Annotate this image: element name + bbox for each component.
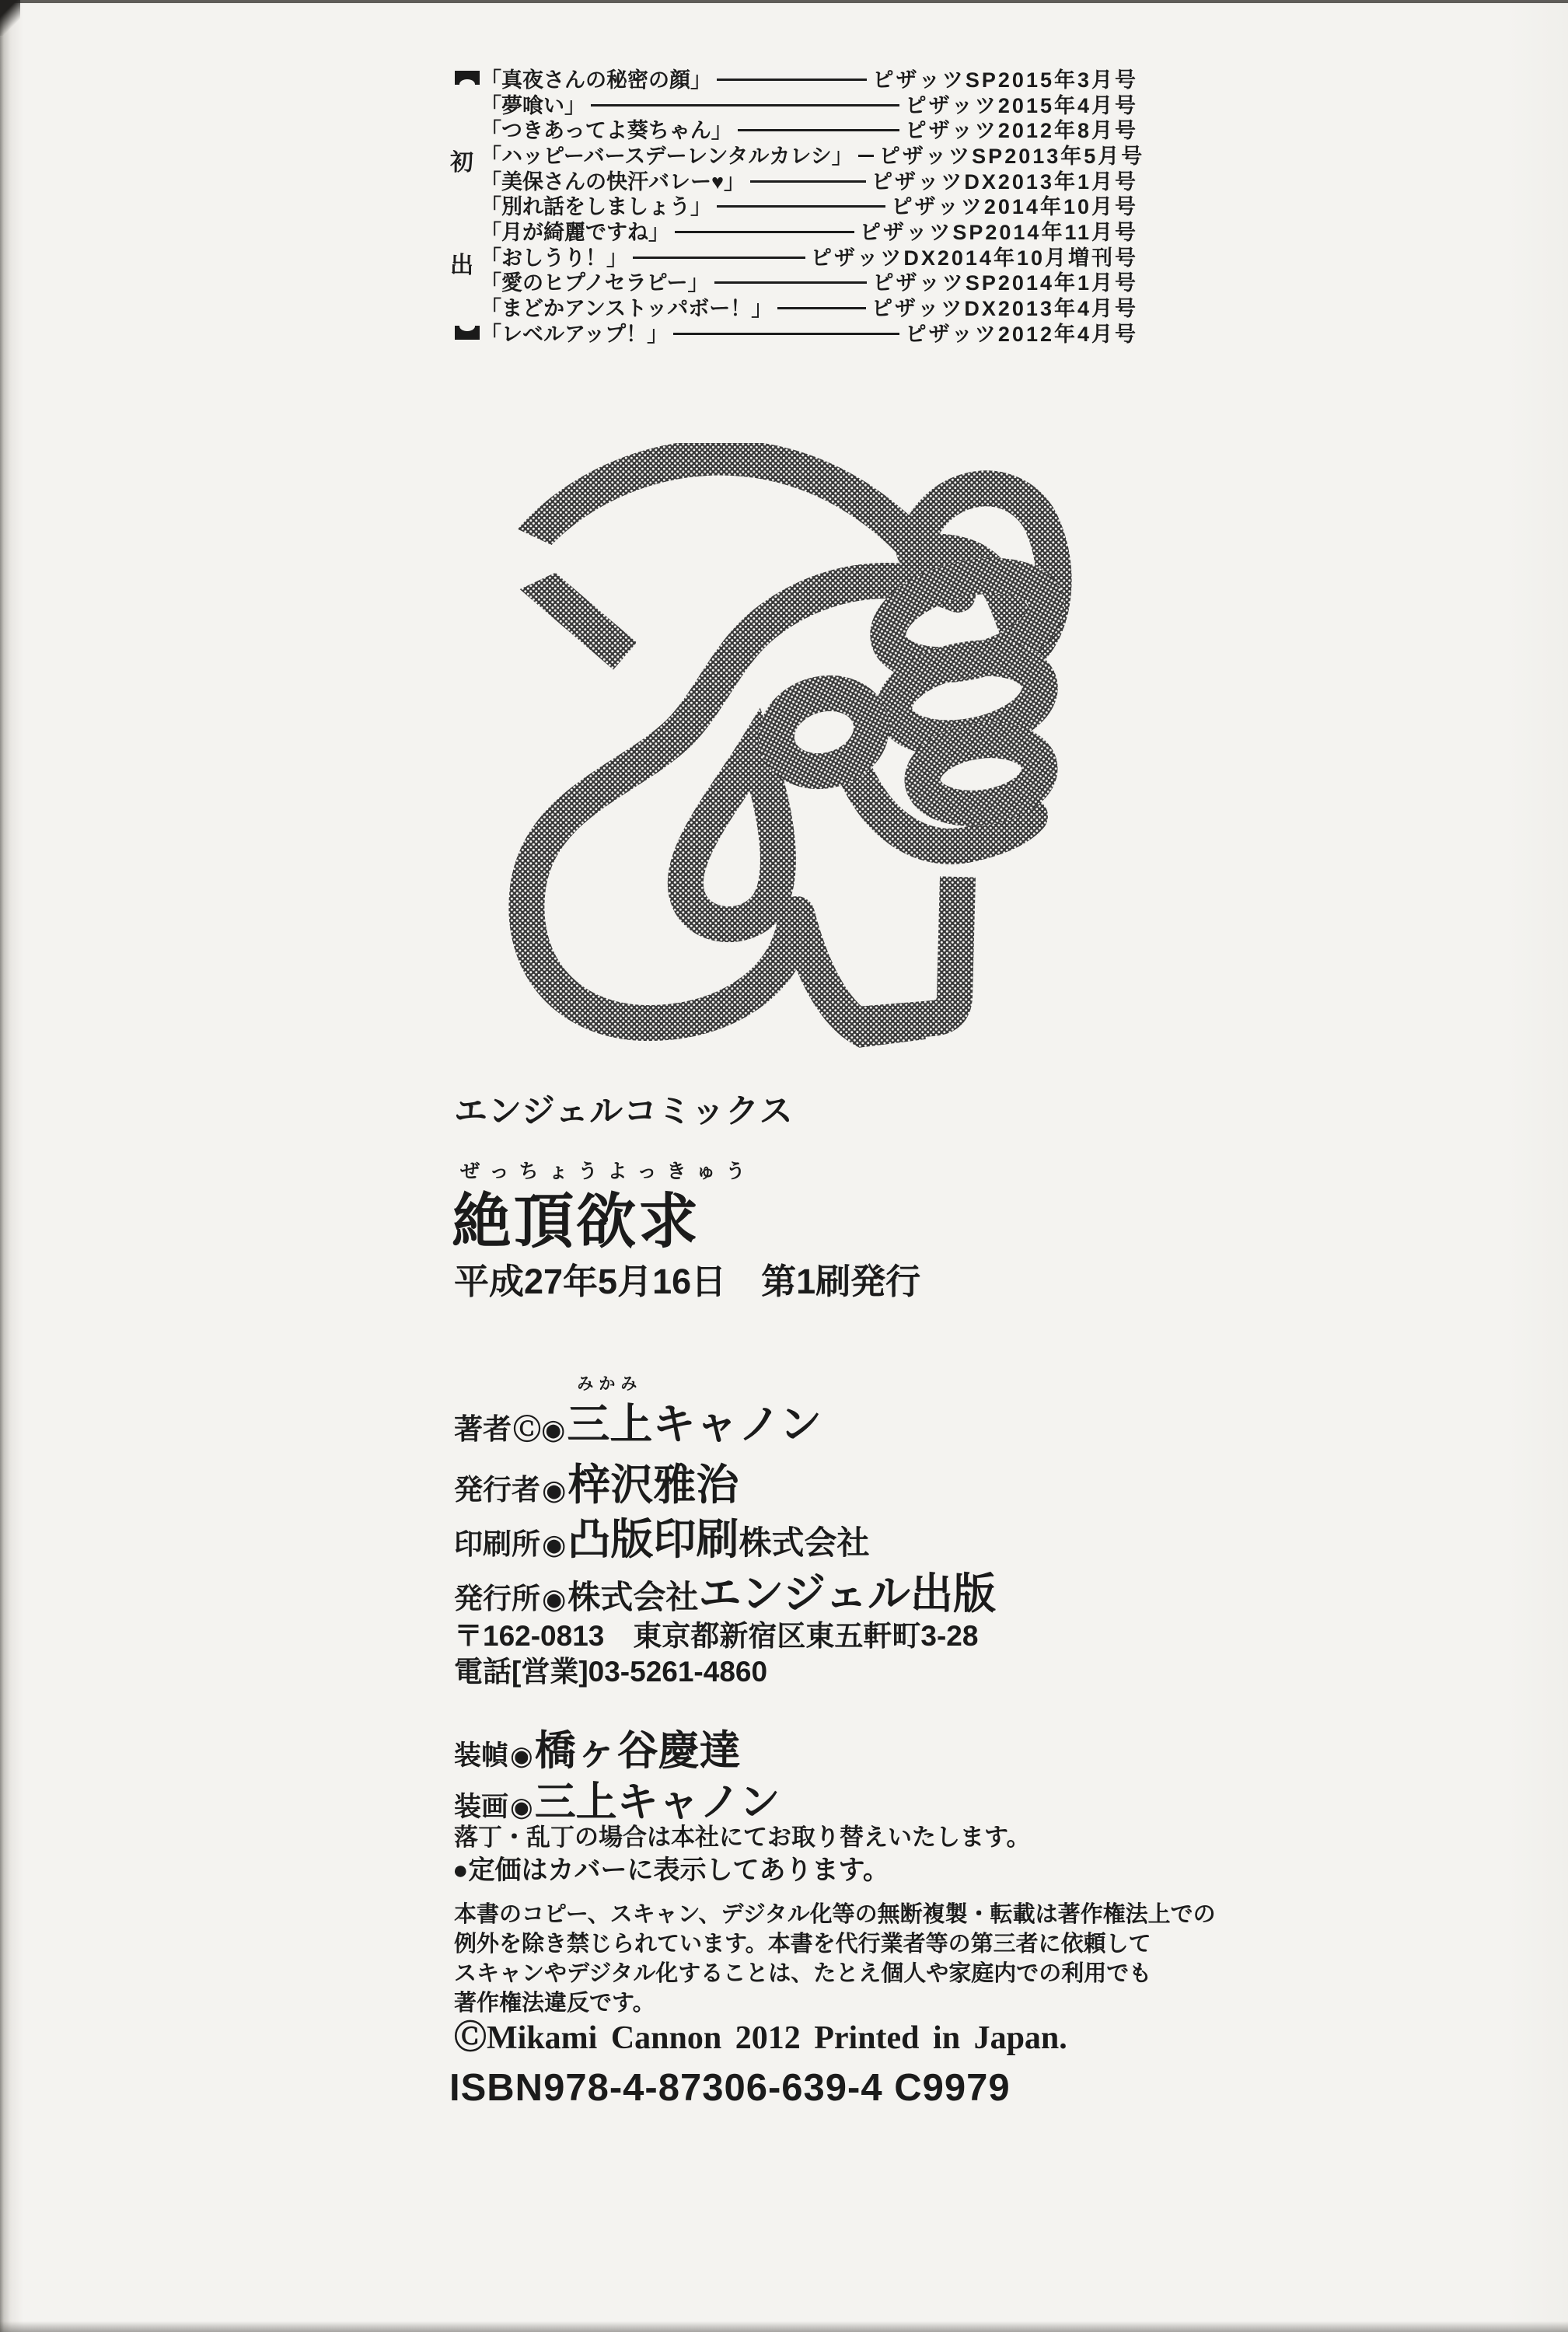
publication-row — [480, 116, 1138, 141]
magazine-issue: ピザッツDX2013年4月号 — [871, 297, 1138, 321]
credit-role: 著者 — [454, 1413, 512, 1445]
credit-name: エンジェル出版 — [698, 1569, 996, 1618]
logo-finger-ring-3 — [918, 733, 1044, 815]
magazine-issue: ピザッツ2015年4月号 — [905, 93, 1138, 117]
vertical-open-bracket — [455, 71, 480, 85]
magazine-issue: ピザッツSP2013年5月号 — [878, 144, 1145, 168]
copyright-paragraph-line: 例外を除き禁じられています。本書を代行業者等の第三者に依頼して — [454, 1932, 1151, 1957]
logo-jaw-corner — [857, 877, 958, 1025]
dash-leader — [717, 205, 885, 208]
credit-bullet: Ⓒ◉ — [513, 1413, 566, 1445]
credit-name: キャノン — [652, 1400, 822, 1448]
credit-bullet: ◉ — [542, 1583, 567, 1615]
publication-row — [480, 319, 1138, 345]
magazine-issue: ピザッツ2012年8月号 — [905, 119, 1138, 143]
furigana-text: みかみ — [577, 1375, 643, 1393]
scan-edge-top — [0, 0, 1568, 3]
magazine-issue: ピザッツ2012年4月号 — [905, 322, 1138, 346]
credit-bullet: ◉ — [542, 1528, 567, 1560]
design-name: 三上キャノン — [534, 1779, 781, 1825]
logo-finger-ring-4 — [767, 682, 881, 782]
publication-row — [480, 294, 1138, 319]
dash-leader — [717, 79, 867, 81]
design-bullet: ◉ — [510, 1793, 533, 1822]
dash-leader — [738, 129, 900, 131]
dash-leader — [777, 307, 866, 309]
scan-edge-bottom — [0, 2321, 1568, 2332]
story-title: 「おしうり！」 — [480, 246, 627, 270]
magazine-issue: ピザッツDX2014年10月増刊号 — [810, 246, 1138, 270]
replacement-notice: 落丁・乱丁の場合は本社にてお取り替えいたします。 — [454, 1824, 1031, 1851]
isbn-line: ISBN978-4-87306-639-4 C9979 — [449, 2067, 1011, 2109]
publication-history-list — [480, 65, 1145, 346]
magazine-issue: ピザッツDX2013年1月号 — [871, 169, 1138, 194]
credit-role: 発行者 — [454, 1474, 540, 1506]
design-role: 装画 — [454, 1792, 509, 1822]
scan-corner-shadow — [0, 0, 20, 36]
story-title: 「まどかアンストッパボー！」 — [480, 297, 773, 321]
vertical-close-bracket — [455, 326, 480, 340]
edition-date-line: 平成27年5月16日 第1刷発行 — [454, 1262, 921, 1301]
story-title: 「つきあってよ葵ちゃん」 — [480, 119, 732, 143]
copyright-paragraph-line: スキャンやデジタル化することは、たとえ個人や家庭内での利用でも — [454, 1961, 1152, 1986]
copyright-paragraph-line: 本書のコピー、スキャン、デジタル化等の無断複製・転載は著作権法上での — [454, 1902, 1216, 1927]
credit-name: 梓沢雅治 — [567, 1461, 739, 1509]
publication-row — [480, 167, 1138, 193]
magazine-issue: ピザッツ2014年10月号 — [891, 195, 1138, 219]
dash-leader — [714, 281, 868, 284]
comics-imprint-label: エンジェルコミックス — [454, 1093, 794, 1130]
magazine-issue: ピザッツSP2015年3月号 — [872, 68, 1138, 92]
publication-row — [480, 141, 1145, 168]
story-title: 「真夜さんの秘密の顔」 — [480, 68, 711, 92]
magazine-issue: ピザッツSP2014年11月号 — [859, 220, 1138, 244]
magazine-issue: ピザッツSP2014年1月号 — [872, 271, 1138, 295]
book-title: 絶頂欲求 — [452, 1189, 700, 1255]
credit-name-prefix: 株式会社 — [567, 1579, 699, 1615]
dash-leader — [750, 180, 866, 183]
first-publication-char-2: 出 — [450, 253, 473, 278]
copyright-paragraph-line: 著作権法違反です。 — [454, 1991, 655, 2016]
credit-name-base: 三上 — [567, 1400, 653, 1448]
credit-row — [454, 1375, 822, 1451]
design-bullet: ◉ — [510, 1741, 533, 1771]
first-publication-char-1: 初 — [450, 150, 473, 176]
credit-role: 印刷所 — [454, 1528, 540, 1560]
dash-leader — [858, 155, 874, 157]
design-role: 装幀 — [454, 1740, 509, 1771]
publication-row — [480, 218, 1138, 243]
publication-row — [480, 269, 1138, 295]
story-title: 「レベルアップ！」 — [480, 322, 669, 346]
credit-bullet: ◉ — [542, 1474, 567, 1506]
story-title: 「愛のヒプノセラピー」 — [480, 271, 709, 295]
credit-row — [454, 1451, 739, 1512]
bracket-notch — [459, 321, 475, 331]
publication-row — [480, 192, 1138, 218]
bracket-notch — [459, 79, 475, 89]
credit-name-ruby — [567, 1375, 653, 1451]
design-name: 橋ヶ谷慶達 — [534, 1728, 741, 1774]
credit-name-suffix: 株式会社 — [739, 1524, 870, 1561]
copyright-paragraph — [454, 1900, 1216, 2018]
publisher-phone: 電話[営業]03-5261-4860 — [454, 1656, 768, 1688]
dash-leader — [675, 231, 854, 233]
design-credit-row — [454, 1718, 741, 1777]
story-title: 「夢喰い」 — [480, 93, 585, 117]
copyright-line: ⒸMikami Cannon 2012 Printed in Japan. — [454, 2020, 1067, 2056]
credit-row — [454, 1505, 869, 1566]
angel-publishing-logo — [491, 443, 1093, 1053]
story-title: 「別れ話をしましょう」 — [480, 195, 711, 219]
story-title: 「ハッピーバースデーレンタルカレシ」 — [480, 144, 853, 168]
credit-role: 発行所 — [454, 1583, 540, 1615]
logo-top-arc — [516, 457, 920, 561]
price-notice: ●定価はカバーに表示してあります。 — [452, 1855, 889, 1885]
dash-leader — [633, 257, 805, 259]
dash-leader — [591, 104, 899, 106]
logo-teardrop — [686, 749, 778, 924]
publication-row — [480, 91, 1138, 117]
title-furigana: ぜっちょうよっきゅう — [460, 1161, 756, 1182]
publisher-address: 〒162-0813 東京都新宿区東五軒町3-28 — [454, 1620, 979, 1652]
publication-row — [480, 65, 1138, 91]
dash-leader — [673, 333, 899, 335]
credit-name: 凸版印刷 — [567, 1515, 739, 1563]
story-title: 「美保さんの快汗バレー♥」 — [480, 169, 746, 194]
story-title: 「月が綺麗ですね」 — [480, 220, 669, 244]
publication-row — [480, 243, 1138, 269]
